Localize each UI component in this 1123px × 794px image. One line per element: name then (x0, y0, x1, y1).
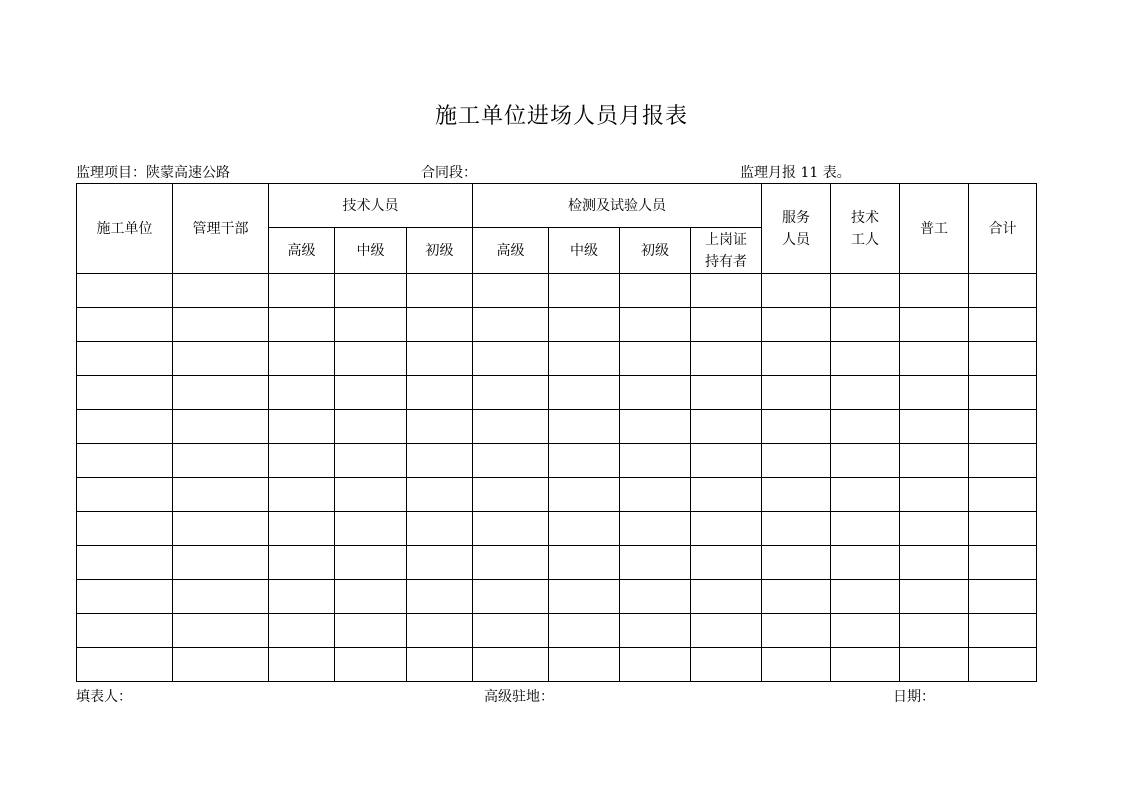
table-cell[interactable] (831, 478, 900, 512)
table-cell[interactable] (831, 308, 900, 342)
table-cell[interactable] (900, 376, 969, 410)
table-cell[interactable] (335, 478, 407, 512)
table-cell[interactable] (335, 614, 407, 648)
table-row (77, 342, 1037, 376)
header-service-line1: 服务 (782, 209, 810, 226)
table-cell[interactable] (77, 580, 173, 614)
contract-section-label: 合同段： (421, 165, 477, 181)
table-cell[interactable] (173, 478, 269, 512)
table-row (77, 648, 1037, 682)
table-cell[interactable] (900, 410, 969, 444)
table-cell[interactable] (407, 580, 473, 614)
table-cell[interactable] (762, 546, 831, 580)
table-cell[interactable] (473, 614, 549, 648)
table-cell[interactable] (407, 342, 473, 376)
table-cell[interactable] (269, 512, 335, 546)
table-cell[interactable] (269, 308, 335, 342)
table-cell[interactable] (173, 308, 269, 342)
table-cell[interactable] (620, 444, 691, 478)
table-cell[interactable] (969, 274, 1037, 308)
header-general-workers: 普工 (900, 184, 969, 274)
table-cell[interactable] (762, 342, 831, 376)
table-cell[interactable] (831, 546, 900, 580)
table-cell[interactable] (77, 410, 173, 444)
table-cell[interactable] (77, 308, 173, 342)
table-cell[interactable] (549, 478, 620, 512)
table-row (77, 580, 1037, 614)
table-cell[interactable] (549, 410, 620, 444)
table-cell[interactable] (473, 444, 549, 478)
table-cell[interactable] (762, 512, 831, 546)
table-cell[interactable] (549, 274, 620, 308)
table-cell[interactable] (620, 274, 691, 308)
table-cell[interactable] (691, 546, 762, 580)
table-cell[interactable] (269, 648, 335, 682)
table-cell[interactable] (549, 376, 620, 410)
table-cell[interactable] (173, 274, 269, 308)
table-cell[interactable] (549, 342, 620, 376)
table-cell[interactable] (762, 648, 831, 682)
table-cell[interactable] (900, 342, 969, 376)
table-row (77, 274, 1037, 308)
table-cell[interactable] (691, 342, 762, 376)
header-service-staff (762, 184, 831, 274)
table-row (77, 444, 1037, 478)
table-cell[interactable] (473, 342, 549, 376)
table-cell[interactable] (762, 444, 831, 478)
table-cell[interactable] (549, 546, 620, 580)
resident-engineer-label: 高级驻地： (484, 689, 554, 705)
table-row (77, 308, 1037, 342)
table-cell[interactable] (269, 546, 335, 580)
table-cell[interactable] (269, 274, 335, 308)
table-cell[interactable] (77, 648, 173, 682)
table-cell[interactable] (969, 648, 1037, 682)
table-cell[interactable] (173, 342, 269, 376)
table-cell[interactable] (269, 478, 335, 512)
project-label: 监理项目：陕蒙高速公路 (76, 165, 230, 181)
table-cell[interactable] (335, 376, 407, 410)
table-row (77, 512, 1037, 546)
table-cell[interactable] (831, 512, 900, 546)
table-cell[interactable] (691, 444, 762, 478)
table-body (77, 274, 1037, 682)
header-service-line2: 人员 (782, 231, 810, 248)
table-row (77, 478, 1037, 512)
table-cell[interactable] (269, 580, 335, 614)
table-cell[interactable] (173, 376, 269, 410)
header-construction-unit: 施工单位 (77, 184, 173, 274)
page-title: 施工单位进场人员月报表 (434, 104, 688, 129)
table-cell[interactable] (691, 410, 762, 444)
table-cell[interactable] (969, 614, 1037, 648)
table-cell[interactable] (620, 614, 691, 648)
table-cell[interactable] (969, 308, 1037, 342)
table-cell[interactable] (831, 444, 900, 478)
table-cell[interactable] (762, 580, 831, 614)
table-cell[interactable] (900, 580, 969, 614)
table-cell[interactable] (77, 478, 173, 512)
table-cell[interactable] (620, 512, 691, 546)
table-cell[interactable] (831, 274, 900, 308)
header-test-junior: 初级 (620, 228, 691, 274)
table-cell[interactable] (269, 342, 335, 376)
table-cell[interactable] (691, 648, 762, 682)
personnel-report-table (76, 183, 1037, 682)
table-cell[interactable] (473, 580, 549, 614)
header-skilled-line1: 技术 (851, 209, 879, 226)
table-cell[interactable] (620, 376, 691, 410)
table-cell[interactable] (831, 376, 900, 410)
table-cell[interactable] (969, 478, 1037, 512)
header-tech-intermediate: 中级 (335, 228, 407, 274)
header-test-senior: 高级 (473, 228, 549, 274)
table-cell[interactable] (335, 410, 407, 444)
header-total: 合计 (969, 184, 1037, 274)
table-cell[interactable] (620, 342, 691, 376)
table-cell[interactable] (77, 546, 173, 580)
table-cell[interactable] (549, 648, 620, 682)
table-cell[interactable] (831, 648, 900, 682)
filler-label: 填表人： (76, 689, 132, 705)
table-cell[interactable] (691, 478, 762, 512)
table-cell[interactable] (762, 478, 831, 512)
table-cell[interactable] (77, 342, 173, 376)
table-cell[interactable] (173, 546, 269, 580)
table-cell[interactable] (969, 580, 1037, 614)
table-cell[interactable] (173, 410, 269, 444)
table-cell[interactable] (473, 410, 549, 444)
table-cell[interactable] (620, 546, 691, 580)
table-cell[interactable] (691, 580, 762, 614)
table-cell[interactable] (77, 444, 173, 478)
table-cell[interactable] (407, 648, 473, 682)
table-cell[interactable] (335, 342, 407, 376)
table-cell[interactable] (77, 512, 173, 546)
report-number-label: 监理月报 11 表。 (740, 165, 851, 181)
table-cell[interactable] (549, 580, 620, 614)
table-cell[interactable] (335, 444, 407, 478)
table-cell[interactable] (831, 614, 900, 648)
table-cell[interactable] (691, 614, 762, 648)
table-cell[interactable] (473, 648, 549, 682)
table-cell[interactable] (620, 410, 691, 444)
table-cell[interactable] (407, 308, 473, 342)
header-tech-senior: 高级 (269, 228, 335, 274)
table-cell[interactable] (173, 444, 269, 478)
table-cell[interactable] (407, 410, 473, 444)
header-skilled-line2: 工人 (851, 231, 879, 248)
table-row (77, 410, 1037, 444)
header-cert-line1: 上岗证 (705, 231, 747, 248)
table-cell[interactable] (473, 546, 549, 580)
table-cell[interactable] (762, 376, 831, 410)
table-cell[interactable] (691, 274, 762, 308)
table-cell[interactable] (969, 376, 1037, 410)
table-cell[interactable] (473, 376, 549, 410)
table-cell[interactable] (549, 308, 620, 342)
table-cell[interactable] (269, 376, 335, 410)
table-cell[interactable] (969, 444, 1037, 478)
table-cell[interactable] (762, 410, 831, 444)
table-cell[interactable] (900, 512, 969, 546)
table-cell[interactable] (473, 478, 549, 512)
table-cell[interactable] (407, 478, 473, 512)
table-cell[interactable] (173, 614, 269, 648)
table-cell[interactable] (762, 274, 831, 308)
table-cell[interactable] (407, 512, 473, 546)
table-cell[interactable] (691, 308, 762, 342)
table-cell[interactable] (900, 444, 969, 478)
header-management-staff: 管理干部 (173, 184, 269, 274)
table-cell[interactable] (335, 274, 407, 308)
table-cell[interactable] (77, 614, 173, 648)
header-skilled-workers (831, 184, 900, 274)
header-row-1 (77, 184, 1037, 228)
table-cell[interactable] (900, 274, 969, 308)
table-cell[interactable] (407, 274, 473, 308)
table-cell[interactable] (473, 308, 549, 342)
table-cell[interactable] (691, 512, 762, 546)
table-cell[interactable] (335, 308, 407, 342)
table-cell[interactable] (269, 614, 335, 648)
table-cell[interactable] (407, 376, 473, 410)
table-cell[interactable] (900, 614, 969, 648)
table-cell[interactable] (269, 410, 335, 444)
table-cell[interactable] (900, 308, 969, 342)
table-cell[interactable] (691, 376, 762, 410)
table-cell[interactable] (620, 308, 691, 342)
table-cell[interactable] (269, 444, 335, 478)
table-cell[interactable] (900, 478, 969, 512)
table-cell[interactable] (900, 648, 969, 682)
table-cell[interactable] (407, 444, 473, 478)
header-cert-line2: 持有者 (705, 253, 747, 270)
table-cell[interactable] (335, 648, 407, 682)
table-cell[interactable] (762, 614, 831, 648)
table-row (77, 614, 1037, 648)
header-technical-staff: 技术人员 (269, 184, 473, 228)
table-cell[interactable] (969, 342, 1037, 376)
table-cell[interactable] (335, 546, 407, 580)
header-testing-staff: 检测及试验人员 (473, 184, 762, 228)
table-cell[interactable] (900, 546, 969, 580)
table-cell[interactable] (77, 376, 173, 410)
table-cell[interactable] (173, 580, 269, 614)
table-cell[interactable] (473, 274, 549, 308)
table-cell[interactable] (335, 512, 407, 546)
table-row (77, 376, 1037, 410)
table-cell[interactable] (969, 512, 1037, 546)
table-cell[interactable] (620, 648, 691, 682)
table-cell[interactable] (969, 410, 1037, 444)
table-cell[interactable] (335, 580, 407, 614)
header-cert-holders (691, 228, 762, 274)
table-cell[interactable] (473, 512, 549, 546)
table-cell[interactable] (407, 614, 473, 648)
table-cell[interactable] (831, 410, 900, 444)
table-cell[interactable] (620, 580, 691, 614)
table-cell[interactable] (831, 342, 900, 376)
table-cell[interactable] (969, 546, 1037, 580)
date-label: 日期： (893, 689, 935, 705)
table-cell[interactable] (173, 512, 269, 546)
table-row (77, 546, 1037, 580)
table-cell[interactable] (173, 648, 269, 682)
table-cell[interactable] (77, 274, 173, 308)
table-cell[interactable] (549, 614, 620, 648)
table-cell[interactable] (549, 512, 620, 546)
table-cell[interactable] (549, 444, 620, 478)
table-cell[interactable] (620, 478, 691, 512)
table-cell[interactable] (831, 580, 900, 614)
table-cell[interactable] (762, 308, 831, 342)
header-test-intermediate: 中级 (549, 228, 620, 274)
header-tech-junior: 初级 (407, 228, 473, 274)
table-cell[interactable] (407, 546, 473, 580)
